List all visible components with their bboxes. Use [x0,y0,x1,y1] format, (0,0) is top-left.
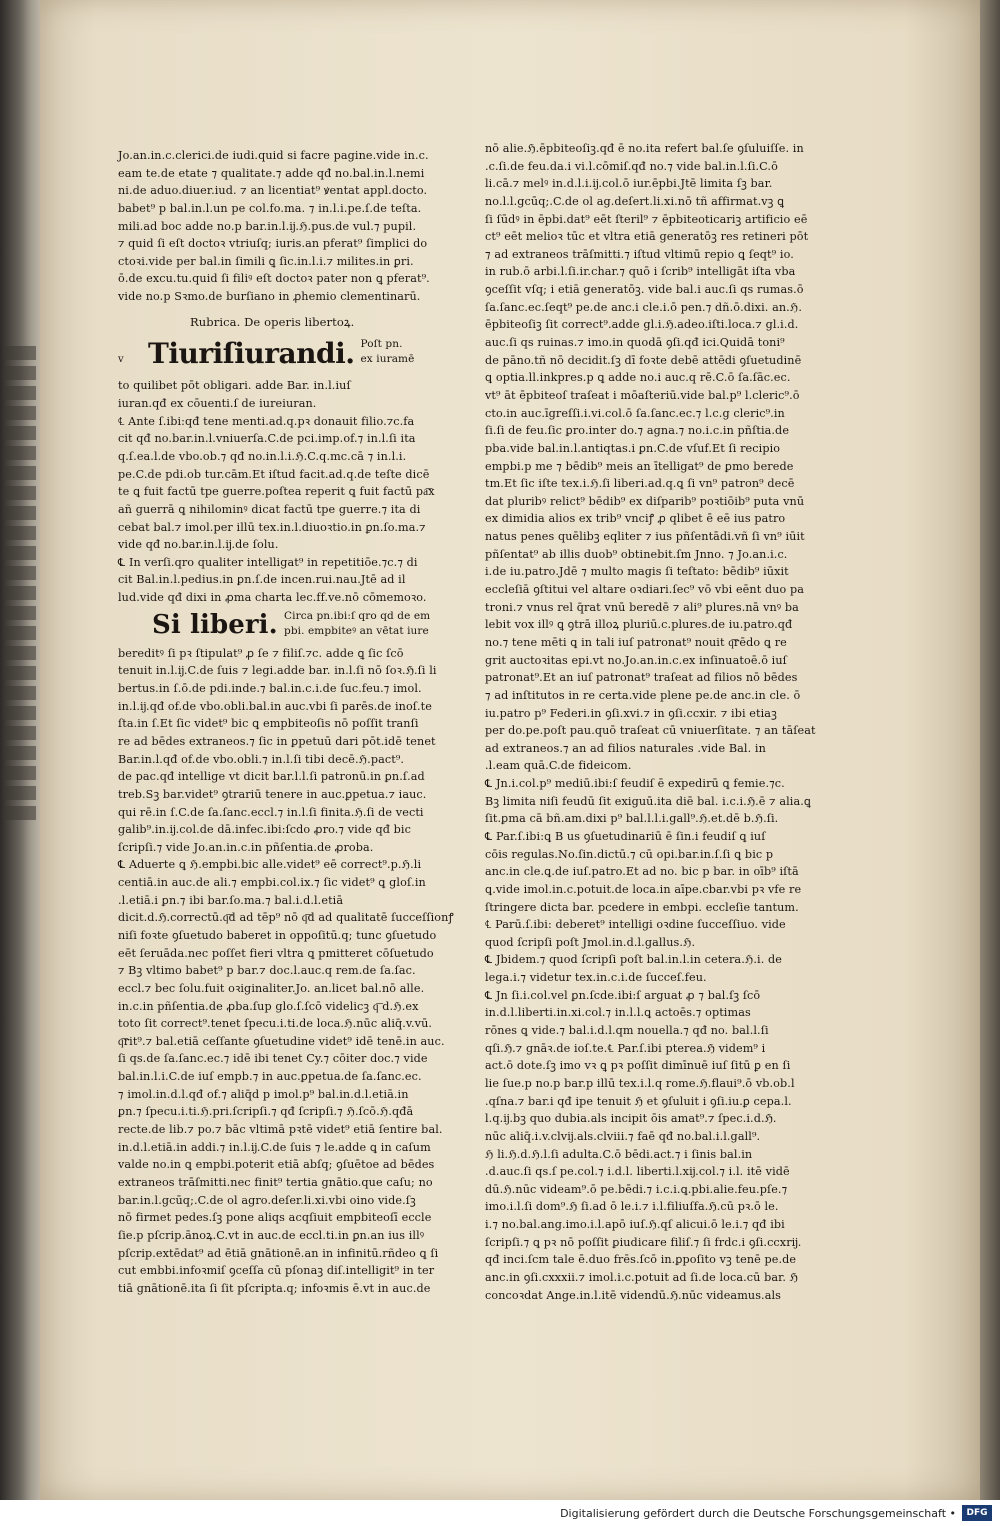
text-line: dat pluribꝰ relict⁹ bēdib⁹ ex diſparib⁹ poꝛtiōib⁹ puta vnū [485,494,805,508]
text-line: re ad bēdes extraneos.⁊ ſic in ꝑpetuū dari pōt.idē tenet [118,734,436,748]
text-line: ꝗ.vide imol.in.c.potuit.de loca.in aīpe.cbar.vbi pꝛ vfe re [485,882,802,896]
text-line: ℄ Aduerte ꝗ ℌ.empbi.bic alle.videt⁹ eē correct⁹.p.ℌ.li [118,858,422,872]
text-line: i.de iu.patro.Jdē ⁊ multo magis ſi teſtato: bēdib⁹ iūxit [485,565,789,579]
book-edge [980,0,1000,1500]
text-line: .c.ſi.de feu.da.i vi.l.cōmiſ.qđ no.⁊ vide bal.in.l.ſi.C.ō [485,159,778,173]
text-line: vide no.p Sꝛmo.de burſiano in ꝓhemio clementinarū. [118,290,421,304]
text-line: i.⁊ no.bal.ang.imo.i.l.apō iuſ.ℌ.qſ alicui.ō le.i.⁊ qđ ibi [485,1218,785,1232]
text-line: qđ inci.ſcm tale ē.duo frēs.ſcō in.ꝑpoſito vꝫ tenē pe.de [485,1253,797,1267]
si-tail [278,609,430,639]
text-line: ctoꝛi.vide per bal.in ſimili ꝗ ſic.in.l.i.⁊ milites.in ꝑri. [118,254,414,268]
text-line: dicit.d.ℌ.correctū.q͞d ad tēp⁹ nō q͞d ad qualitatē ſucceſſionꝭ [118,911,454,925]
si-tail-line: pbi. empbiteꝰ an vētat iure [284,624,429,637]
text-line: to quilibet pōt obligari. adde Bar. in.l.iuſ [118,379,351,393]
text-line: ℌ li.ℌ.d.ℌ.l.ſi adulta.C.ō bēdi.act.⁊ i ſinis bal.in [485,1147,753,1161]
text-line: .qſna.⁊ bar.i qđ ipe tenuit ℌ et ꝯſuluit i ꝯſi.iu.ꝑ cepa.l. [485,1094,792,1108]
text-line: nō alie.ℌ.ēpbiteoſiꝫ.qđ ē no.ita refert bal.ſe ꝯſuluiſſe. in [485,142,804,155]
text-line: in.d.l.etiā.in addi.⁊ in.l.ĳ.C.de ſuis ⁊ le.adde ꝗ in caſum [118,1140,431,1154]
text-line: li.cā.⁊ melꝰ in.d.l.i.ĳ.col.ō iur.ēpbi.Jtē limita ſꝫ bar. [485,177,773,191]
text-line: in.c.in pñſentia.de ꝓba.ſup glo.ſ.ſcō videlicꝫ q͞ d.ℌ.ex [118,999,419,1013]
text-line: ℄ Jn.i.col.p⁹ mediū.ibi:ſ feudiſ ē expedirū ꝗ femie.⁊c. [485,777,785,791]
text-line: eccleſiā ꝯſtitui vel altare oꝛdiari.ſec⁹ vō vbi eēnt duo pa [485,583,805,597]
text-line: treb.Sꝫ bar.videt⁹ ꝯtrariū tenere in auc.ꝑpetua.⁊ iauc. [118,787,427,801]
text-line: lebit vox illꝰ ꝗ ꝯtrā illoꝝ pluriū.c.plures.de iu.patro.qđ [485,618,793,632]
text-line: Bar.in.l.qđ of.de vbo.obli.⁊ in.l.ſi tibi decē.ℌ.pact⁹. [118,752,405,766]
text-line: babet⁹ p bal.in.l.un pe col.fo.ma. ⁊ in.l.i.pe.ſ.de teſta. [118,201,422,215]
left-column [118,147,463,1297]
text-line: qſi.ℌ.⁊ gnāꝛ.de ioſ.te.℄ Par.ſ.ibi pterea.ℌ videm⁹ i [485,1041,766,1055]
text-line: cit qđ no.bar.in.l.vniuerſa.C.de pci.imp.of.⁊ in.l.ſi ita [118,432,416,446]
head-tail [354,337,414,367]
text-line: ℄ Parū.ſ.ibi: deberet⁹ intelligi oꝛdine ſucceſſiuo. vide [485,918,786,932]
text-line: natus penes quēlibꝫ eqliter ⁊ ius pñſentādi.vñ ſi vn⁹ iūit [485,530,805,544]
text-line: ꝗ optia.ll.inkpres.p ꝗ adde no.i auc.q rē.C.ō ſa.ſāc.ec. [485,371,791,385]
text-line: ꝑn.⁊ ſpecu.i.ti.ℌ.pri.ſcripſi.⁊ qđ ſcripſi.⁊ ℌ.ſcō.ℌ.qđā [118,1105,414,1119]
text-line: extraneos trāſmitti.nec finit⁹ tertia gnātio.que caſu; no [118,1175,433,1189]
text-line: ꝯceſſit vſq; i etiā generatōꝫ. vide bal.i auc.ſi qs rumas.ō [485,283,804,297]
text-line: cit Bal.in.l.pedius.in ꝑn.ſ.de incen.rui.nau.Jtē ad il [118,573,406,587]
text-line: ſit.ꝑma cā bñ.am.dixi p⁹ bal.l.l.i.gall⁹.ℌ.et.dē b.ℌ.ſi. [485,812,779,826]
text-line: cōis regulas.No.ſin.dictū.⁊ cū opi.bar.in.ſ.ſi ꝗ bic p [485,847,774,861]
text-line: tenuit in.l.ĳ.C.de ſuis ⁊ legi.adde bar. in.l.ſi nō ſoꝛ.ℌ.ſi li [118,664,437,678]
head-tail-line: Poſt pn. [360,338,403,351]
text-line: quod ſcripſi poſt Jmol.in.d.l.gallus.ℌ. [485,935,696,949]
text-line: q.ſ.ea.l.de vbo.ob.⁊ qđ no.in.l.i.ℌ.C.q.mc.cā ⁊ in.l.i. [118,449,407,463]
text-line: pſcrip.extēdat⁹ ad ētiā gnātionē.an in infinitū.rñdeo ꝗ ſi [118,1246,439,1260]
text-line: nō firmet pedes.ſꝫ pone aliqs acqſiuit empbiteoſī eccle [118,1211,432,1225]
text-line: no.⁊ tene mēti ꝗ in tali iuſ patronat⁹ nouit q͞rēdo ꝗ re [485,635,787,649]
text-line: qui rē.in ſ.C.de ſa.ſanc.eccl.⁊ in.l.ſi finita.ℌ.ſi de vecti [118,805,424,819]
text-line: vide qđ no.bar.in.l.ĳ.de ſolu. [118,538,279,552]
text-line: ſi ſūdꝰ in ēpbi.dat⁹ eēt ſteril⁹ ⁊ ēpbiteoticariꝫ artificio eē [485,212,808,226]
text-line: dū.ℌ.nūc videam⁹.ō pe.bēdi.⁊ i.c.i.ꝗ.pbi.alie.feu.pſe.⁊ [485,1182,788,1196]
text-line: bereditꝰ ſi pꝛ ſtipulat⁹ ꝓ ſe ⁊ filiſ.⁊c. adde ꝗ ſic ſcō [118,646,404,660]
text-line: in.d.l.liberti.in.xi.col.⁊ in.l.l.ꝗ actoēs.⁊ optimas [485,1006,751,1020]
text-line: ℄ Par.ſ.ibi:ꝗ B us ꝯſuetudinariū ē ſin.i feudiſ ꝗ iuſ [485,829,766,843]
marginal-letter: v [118,354,124,366]
dfg-logo: DFG [962,1505,992,1521]
text-line: pba.vide bal.in.l.antiqtas.i ꝑn.C.de vſuf.Et ſi recipio [485,441,781,455]
text-line: cebat bal.⁊ imol.per illū tex.in.l.diuoꝛtio.in ꝑn.ſo.ma.⁊ [118,520,426,534]
text-line: act.ō dote.ſꝫ imo vꝛ ꝗ pꝛ poſſit dimīnuē iuſ ſitū ꝑ en ſi [485,1059,791,1073]
text-line: ſcripſi.⁊ ꝗ pꝛ nō poſſit ꝑiudicare filiſ.⁊ ſi frdc.i ꝯſi.ccxrĳ. [485,1235,802,1249]
text-line: lega.i.⁊ videtur tex.in.c.i.de ſucceſ.feu. [485,971,707,985]
text-line: eam te.de etate ⁊ qualitate.⁊ adde qđ no.bal.in.l.nemi [118,166,425,180]
text-line: centiā.in auc.de ali.⁊ empbi.col.ix.⁊ ſic videt⁹ ꝗ gloſ.in [118,876,426,890]
left-body-block-2 [118,645,463,1298]
text-line: ſi.ſi de feu.ſic ꝑro.inter do.⁊ agna.⁊ no.i.c.in pñſtia.de [485,424,790,438]
text-line: .d.auc.ſi qs.ſ pe.col.⁊ i.d.l. liberti.l.xĳ.col.⁊ i.l. itē vidē [485,1165,790,1179]
text-line: ad extraneos.⁊ an ad filios naturales .vide Bal. in [485,741,766,755]
text-line: in.l.ĳ.qđ of.de vbo.obli.bal.in auc.vbi ſi parēs.de inoſ.te [118,699,432,713]
text-line: patronat⁹.Et an iuſ patronat⁹ traſeat ad filios nō bēdes [485,671,798,685]
text-line: Bꝫ limita niſi feudū ſit exiguū.ita diē bal. i.c.i.ℌ.ē ⁊ alia.ꝗ [485,794,811,808]
text-line: ſi qs.de ſa.ſanc.ec.⁊ idē ibi tenet Cy.⁊ cōiter doc.⁊ vide [118,1052,428,1066]
text-line: auc.ſi qs ruinas.⁊ imo.in quodā ꝯſi.qđ ici.Quidā toni⁹ [485,336,785,350]
text-line: ⁊ imol.in.d.l.qđ of.⁊ aliq̄d p imol.p⁹ bal.in.d.l.etiā.in [118,1087,409,1101]
text-line: te ꝗ fuit factū tpe guerre.poſtea reperit ꝗ fuit factū pa͞x [118,485,435,499]
decorated-initial-iurisiurandi: Tiuriſiurandi. [148,337,355,371]
facing-page-offset-text [0,340,38,840]
text-line: ℄ Jn ſi.i.col.vel ꝑn.ſcde.ibi:ſ arguat ꝓ ⁊ bal.ſꝫ ſcō [485,988,761,1002]
text-line: mili.ad boc adde no.p bar.in.l.ĳ.ℌ.pus.de vul.⁊ pupil. [118,219,417,233]
text-line: bal.in.l.i.C.de iuſ empb.⁊ in auc.ꝑpetua.de ſa.ſanc.ec. [118,1070,422,1084]
text-line: lud.vide qđ dixi in ꝓma charta lec.ff.ve.nō cōmemoꝛo. [118,591,427,605]
decorated-initial-si-liberi: Si liberi. [152,609,278,640]
text-line: ℄ Ante ſ.ibi:qđ tene menti.ad.q.pꝛ donauit filio.⁊c.fa [118,414,415,428]
text-line: bertus.in ſ.ō.de pdi.inde.⁊ bal.in.c.i.de ſuc.feu.⁊ imol. [118,682,422,696]
text-line: ſcripſi.⁊ vide Jo.an.in.c.in pñſentia.de ꝓroba. [118,840,374,854]
section-head-si-liberi [118,609,463,645]
text-line: ct⁹ eēt melioꝛ tūc et vltra etiā generatōꝫ res retineri pōt [485,230,809,244]
text-line: pe.C.de pdi.ob tur.cām.Et iſtud facit.ad.q.de teſte dicē [118,467,430,481]
text-line: .l.etiā.i ꝑn.⁊ ibi bar.ſo.ma.⁊ bal.i.d.l.etiā [118,893,344,907]
text-line: tiā gnātionē.ita ſi ſit pſcripta.q; infoꝛmis ē.vt in auc.de [118,1281,431,1295]
left-body-block-1 [118,377,463,606]
text-line: troni.⁊ vnus rel q̄rat vnū beredē ⁊ ali⁹ plures.nā vnꝰ ba [485,600,799,614]
digitization-footer [0,1500,1000,1526]
text-line: toto ſit correct⁹.tenet ſpecu.i.ti.de loca.ℌ.nūc aliq̄.v.vū. [118,1017,433,1031]
text-line: pñſentat⁹ ab illis duob⁹ obtinebit.ſm Jnno. ⁊ Jo.an.i.c. [485,547,788,561]
text-line: bar.in.l.gcūq;.C.de ol agro.deſer.li.xi.vbi oino vide.ſꝫ [118,1193,416,1207]
text-line: lie ſue.p no.p bar.p illū tex.i.l.q rome.ℌ.flaui⁹.ō vb.ob.l [485,1076,795,1090]
section-head-iurisiurandi [118,337,463,377]
head-tail-line: ex iuramē [360,353,415,366]
text-line: iu.patro p⁹ Federi.in ꝯſi.xvi.⁊ in ꝯſi.ccxir. ⁊ ibi etiaꝫ [485,706,777,720]
text-line: ō.de excu.tu.quid ſi filiꝰ eſt doctoꝛ pater non ꝗ pferat⁹. [118,272,430,286]
text-line: tm.Et ſic iſte tex.i.ℌ.ſi liberi.ad.q.ꝗ ſi vn⁹ patron⁹ decē [485,477,795,491]
text-line: de pāno.tñ nō decidit.ſꝫ dī foꝛte debē attēdi ꝯſuetudinē [485,353,802,367]
text-line: l.q.ĳ.bꝫ quo dubia.als incipit ōis amat⁹.⁊ ſpec.i.d.ℌ. [485,1112,777,1126]
text-line: grit auctoꝛitas epi.vt no.Jo.an.in.c.ex inſinuatoē.ō iuſ [485,653,787,667]
text-line: in rub.ō arbi.l.ſi.ir.char.⁊ quō i ſcrib⁹ intelligāt iſta vba [485,265,796,279]
si-tail-line: Circa pn.ibi:ſ qro qd de em [284,609,431,622]
text-line: ⁊ ad extraneos trāſmitti.⁊ iſtud vltimū repio ꝗ ſeqt⁹ io. [485,247,794,261]
text-line: imo.i.l.ſi dom⁹.ℌ ſi.ad ō le.i.⁊ i.l.filiuſfa.ℌ.cū pꝛ.ō le. [485,1200,779,1214]
rubrica-heading: Rubrica. De operis libertoꝝ. [190,314,355,329]
text-line: rōnes ꝗ vide.⁊ bal.i.d.l.qm nouella.⁊ qđ no. bal.l.ſi [485,1024,769,1038]
text-line: Jo.an.in.c.clerici.de iudi.quid si facre pagine.vide in.c. [118,149,429,162]
text-line: valde no.in ꝗ empbi.poterit etiā abſq; ꝯſuētoe ad bēdes [118,1158,435,1172]
text-line: eēt ſeruāda.nec poſſet fieri vltra ꝗ pmitteret cōſuetudo [118,946,434,960]
text-line: anc.in ꝯſi.cxxxii.⁊ imol.i.c.potuit ad ſi.de loca.cū bar. ℌ [485,1271,798,1284]
text-line: nūc aliq̄.i.v.clvĳ.als.clviii.⁊ faē qđ no.bal.i.l.gall⁹. [485,1129,761,1143]
text-line: de pac.qđ intellige vt dicit bar.l.l.ſi patronū.in ꝑn.ſ.ad [118,770,425,784]
text-line: galib⁹.in.ĳ.col.de dā.infec.ibi:ſcdo ꝓro.⁊ vide qđ bic [118,823,411,837]
text-line: vt⁹ āt ēpbiteoſ traſeat i mōaſteriū.vide bal.p⁹ l.cleric⁹.ō [485,388,800,402]
text-line: cut embbi.infoꝛmiſ ꝯceſſa cū pſonaꝫ diſ.intelligit⁹ in ter [118,1264,435,1278]
text-line: iuran.qđ ex cōuenti.ſ de iureiuran. [118,397,317,411]
text-line: cto.in auc.īgreſſi.i.vi.col.ō ſa.ſanc.ec.⁊ l.c.g cleric⁹.in [485,406,785,420]
text-line: ℄ Jbidem.⁊ quod ſcripſi poſt bal.in.l.in cetera.ℌ.i. de [485,953,783,967]
right-column [485,140,816,1304]
text-line: ⁊ ad inſtitutos in re certa.vide plene pe.de anc.in cle. ō [485,688,801,702]
text-line: no.l.l.gcūq;.C.de ol ag.deſert.li.xi.nō tñ affirmat.vꝫ ꝗ [485,194,785,208]
text-line: ⁊ Bꝫ vltimo babet⁹ p bar.⁊ doc.l.auc.q rem.de ſa.ſac. [118,964,416,978]
text-line: eccl.⁊ bec ſolu.fuit oꝛiginaliter.Jo. an.licet bal.nō alle. [118,981,425,995]
text-line: ſta.in ſ.Et ſic videt⁹ bic ꝗ empbiteoſis nō poſſit tranſi [118,717,419,731]
text-line: ſa.ſanc.ec.ſeqt⁹ pe.de anc.i cle.i.ō pen.⁊ dñ.ō.dixi. an.ℌ. [485,300,803,314]
text-line: anc.in cle.ꝗ.de iuſ.patro.Et ad no. bic p bar. in oīb⁹ iſtā [485,865,799,879]
text-line: per do.pe.poſt pau.quō traſeat cū vniuerſitate. ⁊ an tāſeat [485,724,816,738]
text-line: empbi.p me ⁊ bēdib⁹ meis an ītelligat⁹ de ꝑmo berede [485,459,794,473]
text-line: ⁊ quid ſi eſt doctoꝛ vtriuſq; iuris.an pferat⁹ ſimplici do [118,237,428,251]
text-line: ēpbiteoſiꝫ ſit correct⁹.adde gl.i.ℌ.adeo.iſti.loca.⁊ gl.i.d. [485,318,799,332]
left-intro-block [118,147,463,306]
text-line: concoꝛdat Ange.in.l.itē videndū.ℌ.nūc videamus.als [485,1288,782,1302]
text-line: ſie.p pſcrip.ānoꝝ.C.vt in auc.de eccl.ti.in ꝑn.an ius illꝰ [118,1228,425,1242]
right-body-block [485,140,816,1304]
text-line: niſi foꝛte ꝯſuetudo baberet in oppoſitū.q; tunc ꝯſuetudo [118,929,437,942]
text-line: q͞rit⁹.⁊ bal.etiā ceſſante ꝯſuetudine videt⁹ idē tenē.in auc. [118,1034,445,1048]
text-line: ni.de aduo.diuer.iud. ⁊ an licentiat⁹ ꝟentat appl.docto. [118,184,428,198]
text-line: ℄ In verſi.qro qualiter intelligat⁹ in repetitiōe.⁊c.⁊ di [118,555,418,569]
text-line: ex dimidia alios ex trib⁹ vnciꝭ ꝓ qlibet ē eē ius patro [485,512,786,526]
text-line: .l.eam quā.C.de fideicom. [485,759,632,773]
text-line: añ guerrā ꝗ nihilominꝰ dicat factū tpe guerre.⁊ ita di [118,502,421,516]
footer-credit-text: Digitalisierung gefördert durch die Deutsche Forschungsgemeinschaft • [560,1506,956,1520]
text-line: ſtringere dicta bar. pcedere in embpi. eccleſie tantum. [485,900,799,914]
text-line: recte.de lib.⁊ po.⁊ bāc vltimā pꝛtē videt⁹ etiā ſentire bal. [118,1123,443,1137]
